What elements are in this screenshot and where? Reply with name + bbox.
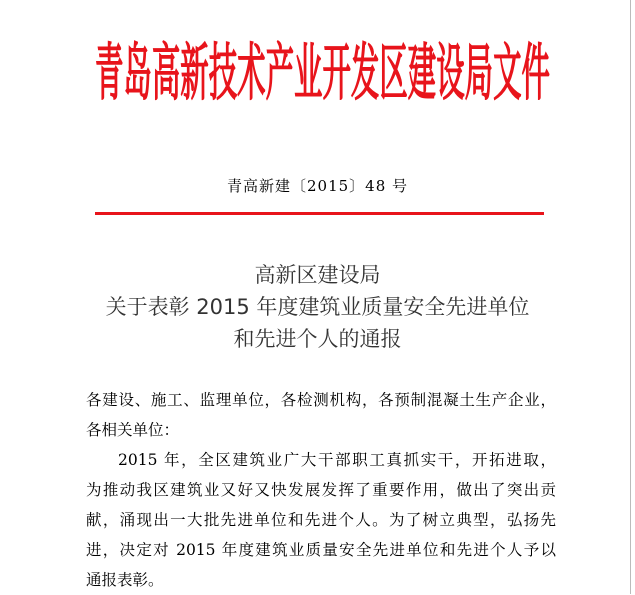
issuer-title-svg: [0, 30, 635, 110]
notice-title: [0, 259, 635, 355]
addressee-line: 各建设、施工、监理单位，各检测机构，各预制混凝土生产企业，: [86, 391, 556, 409]
document-body: [86, 385, 556, 595]
red-divider: [95, 212, 544, 215]
body-line: 为推动我区建筑业又好又快发展发挥了重要作用，做出了突出贡: [86, 481, 556, 499]
addressee-line: 各相关单位：: [86, 421, 180, 439]
title-line: 关于表彰 2015 年度建筑业质量安全先进单位: [105, 295, 530, 319]
document-number: 青高新建〔2015〕48 号: [226, 177, 409, 195]
body-line: 进，决定对 2015 年度建筑业质量安全先进单位和先进个人予以: [86, 541, 556, 559]
title-line: 和先进个人的通报: [233, 327, 402, 351]
body-line: 通报表彰。: [86, 571, 164, 589]
body-line: 献，涌现出一大批先进单位和先进个人。为了树立典型，弘扬先: [86, 511, 556, 529]
body-line: 2015 年，全区建筑业广大干部职工真抓实干，开拓进取，: [118, 451, 556, 469]
issuer-title: 青岛高新技术产业开发区建设局文件: [95, 36, 550, 109]
title-line: 高新区建设局: [254, 263, 381, 287]
document-header: [0, 30, 635, 110]
